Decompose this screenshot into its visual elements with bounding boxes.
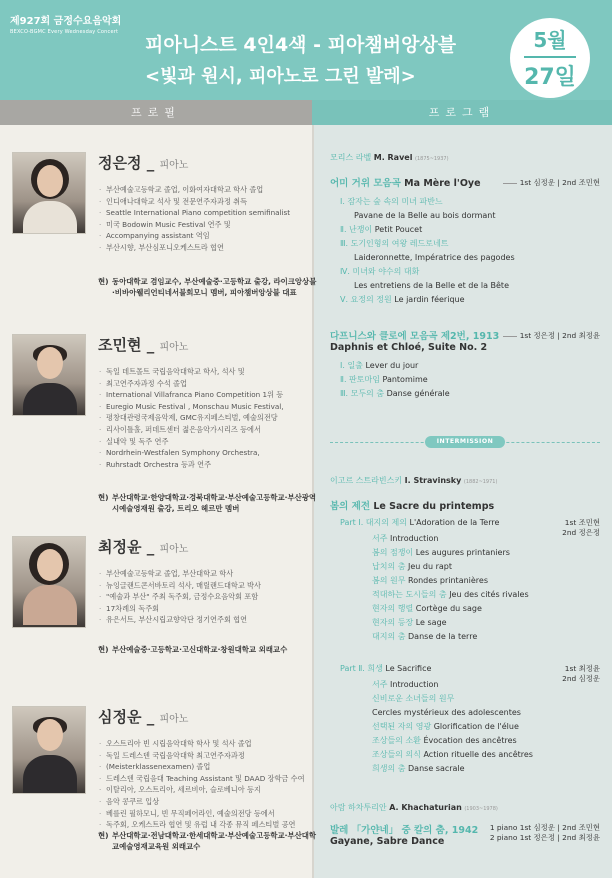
- history-item: · Seattle International Piano competition semifinalist: [98, 207, 313, 219]
- history-item: · 유은서트, 부산시립교향악단 정기연주회 협연: [98, 614, 313, 626]
- movement: Les entretiens de la Belle et de la Bête: [354, 281, 509, 290]
- movement: Ⅳ. 미녀와 야수의 대화: [340, 267, 420, 276]
- composer-name: 이고르 스트라빈스키 I. Stravinsky (1882~1971): [330, 476, 498, 485]
- series-subtitle: BEXCO-BGMC Every Wednesday Concert: [10, 29, 119, 35]
- history-item: · (Meisterklassenexamen) 졸업: [98, 761, 313, 773]
- movement: Ⅴ. 요정의 정원 Le jardin féerique: [340, 295, 465, 304]
- program-khachaturian: [330, 802, 600, 813]
- series-info: [10, 12, 121, 35]
- program-stravinsky: [330, 475, 600, 486]
- performer-photo: [12, 334, 86, 416]
- profile-card: [12, 706, 316, 866]
- performer-photo: [12, 536, 86, 628]
- header-banner: [0, 0, 612, 100]
- performer-history: [98, 184, 313, 254]
- movement: 조상들의 소환 Évocation des ancêtres: [372, 736, 517, 745]
- movement-list: [330, 195, 600, 307]
- composer-name: 아람 하차투리안 A. Khachaturian (1903~1978): [330, 803, 498, 812]
- intermission-label: INTERMISSION: [425, 436, 505, 448]
- profile-card: [12, 536, 308, 676]
- part-performers: 1st 최정윤 2nd 심정운: [562, 664, 600, 683]
- movement: 현자의 등장 Le sage: [372, 618, 447, 627]
- profile-section-bar: 프로필: [0, 100, 312, 125]
- composer-name: 모리스 라벨 M. Ravel (1875~1937): [330, 153, 449, 162]
- movement: 희생의 춤 Danse sacrale: [372, 764, 465, 773]
- history-item: · 독일 드레스덴 국립음악대학 최고연주자과정: [98, 750, 313, 762]
- movement: 서주 Introduction: [372, 534, 439, 543]
- movement-list: [330, 359, 600, 401]
- work-title-en: Daphnis et Chloé, Suite No. 2: [330, 342, 488, 353]
- history-item: · 베를린 필하모니, 빈 무직페어라인, 예술의전당 등에서: [98, 808, 313, 820]
- current-positions: 현) 동아대학교 겸임교수, 부산예술중·고등학교 출강, 라이크앙상블·비바아웰리언티네서블회모니 멤버, 피아챔버앙상블 대표: [98, 277, 317, 297]
- performer-name: 조민현 _ 피아노: [98, 336, 189, 354]
- current-positions: 현) 부산대학교·전남대학교·한세대학교·부산예술고등학교·부산대학교예술영재교육원 외래교수: [98, 831, 316, 851]
- work-rite-of-spring: [330, 498, 600, 512]
- movement: 서주 Introduction: [372, 680, 439, 689]
- profile-card: [12, 334, 316, 534]
- movement: 선택된 자의 영광 Glorification de l'élue: [372, 722, 519, 731]
- movement: Ⅱ. 판토마임 Pantomime: [340, 375, 428, 384]
- current-positions: 현) 부산예술중·고등학교·고신대학교·창원대학교 외래교수: [98, 645, 288, 654]
- history-item: · 오스트리아 빈 시립음악대학 학사 및 석사 졸업: [98, 738, 313, 750]
- performer-photo: [12, 706, 86, 794]
- history-item: · Nordrhein-Westfalen Symphony Orchestra,: [98, 447, 313, 459]
- concert-subtitle: <빛과 원시, 피아노로 그린 발레>: [145, 66, 416, 87]
- history-item: · 부산예술고등학교 졸업, 부산대학교 학사: [98, 568, 313, 580]
- movement: Laideronnette, Impératrice des pagodes: [354, 253, 515, 262]
- performer-history: [98, 738, 313, 831]
- performer-history: [98, 366, 313, 470]
- work-performers: 1st 정은정 | 2nd 최정윤: [503, 330, 600, 341]
- history-item: · 독일 데트몰트 국립음악대학교 학사, 석사 및: [98, 366, 313, 378]
- history-item: · 평창대관령국제음악제, GMC유지페스티벌, 예술의전당: [98, 412, 313, 424]
- part-1: [330, 516, 600, 656]
- program-section-bar: 프로그램: [312, 100, 612, 125]
- history-item: · 인디애나대학교 석사 및 전문연주자과정 취득: [98, 196, 313, 208]
- history-item: · 드레스덴 국립음대 Teaching Assistant 및 DAAD 장학금 수여: [98, 773, 313, 785]
- movement: 봄의 원무 Rondes printanières: [372, 576, 489, 585]
- part-2: [330, 662, 600, 782]
- history-item: · International Villafranca Piano Competition 1위 등: [98, 389, 313, 401]
- history-item: · 실내악 및 독주 연주: [98, 436, 313, 448]
- work-sabre-dance: [330, 822, 600, 862]
- movement: Ⅱ. 난쟁이 Petit Poucet: [340, 225, 423, 234]
- history-item: · 부산시향, 부산심포니오케스트라 협연: [98, 242, 313, 254]
- intermission-divider: [330, 436, 600, 448]
- history-item: · 최고연주자과정 수석 졸업: [98, 378, 313, 390]
- concert-title: 피아니스트 4인4색 - 피아챔버앙상블: [145, 34, 457, 56]
- program-ravel: [330, 152, 600, 163]
- performer-name: 심정운 _ 피아노: [98, 708, 189, 726]
- movement: 신비로운 소녀들의 원무: [372, 694, 455, 703]
- history-item: · 독주회, 오케스트라 협연 및 유럽 내 각종 뮤직 페스티벌 공연: [98, 819, 313, 831]
- history-item: · Accompanying assistant 역임: [98, 230, 313, 242]
- work-mother-goose: [330, 175, 600, 325]
- part-performers: 1st 조민현 2nd 정은정: [562, 518, 600, 537]
- work-title-en: Gayane, Sabre Dance: [330, 836, 445, 847]
- performer-history: [98, 568, 313, 626]
- history-item: · 17차례의 독주회: [98, 603, 313, 615]
- movement-list: [330, 678, 600, 776]
- work-daphnis: [330, 328, 600, 428]
- movement: Ⅰ. 일출 Lever du jour: [340, 361, 419, 370]
- date-month: 5월: [533, 28, 567, 52]
- performer-name: 최정윤 _ 피아노: [98, 538, 189, 556]
- movement-list: [330, 532, 600, 644]
- movement: Ⅰ. 잠자는 숲 속의 미녀 파반느: [340, 197, 443, 206]
- movement: 조상들의 의식 Action rituelle des ancêtres: [372, 750, 533, 759]
- series-title: 제927회 금정수요음악회: [10, 16, 122, 27]
- movement: 봄의 점쟁이 Les augures printaniers: [372, 548, 510, 557]
- part-title: Part Ⅱ. 희생 Le Sacrifice: [340, 664, 432, 673]
- history-item: · 음악 콩쿠르 입상: [98, 796, 313, 808]
- history-item: · 부산예술고등학교 졸업, 이화여자대학교 학사 졸업: [98, 184, 313, 196]
- history-item: · "예술과 부산" 주최 독주회, 금정수요음악회 포함: [98, 591, 313, 603]
- movement: 적대하는 도시들의 춤 Jeu des cités rivales: [372, 590, 529, 599]
- movement: 대지의 춤 Danse de la terre: [372, 632, 478, 641]
- history-item: · 미국 Bodowin Music Festival 연주 및: [98, 219, 313, 231]
- current-positions: 현) 부산대학교·한양대학교·경북대학교·부산예술고등학교·부산광역시예술영재원 출강, 트리오 헤르만 멤버: [98, 493, 316, 513]
- work-title: 발레 「가얀네」 중 칼의 춤, 1942: [330, 825, 479, 836]
- movement: 현자의 행렬 Cortège du sage: [372, 604, 482, 613]
- performer-photo: [12, 152, 86, 234]
- history-item: · 이탈리아, 오스트리아, 세르비아, 슬로베니아 등지: [98, 784, 313, 796]
- movement: Pavane de la Belle au bois dormant: [354, 211, 496, 220]
- work-performers: 1st 심정운 | 2nd 조민현: [503, 177, 600, 188]
- work-performers: 1 piano 1st 심정운 | 2nd 조민현 2 piano 1st 정은정 | 2nd 최정윤: [489, 823, 600, 842]
- movement: 납치의 춤 Jeu du rapt: [372, 562, 453, 571]
- date-badge: [510, 18, 590, 98]
- movement: Ⅲ. 모두의 춤 Danse générale: [340, 389, 450, 398]
- date-divider: [524, 56, 576, 58]
- part-title: Part Ⅰ. 대지의 제의 L'Adoration de la Terre: [340, 518, 500, 527]
- profile-card: [12, 152, 317, 332]
- history-item: · 리사이틀홀, 퍼데트센터 젊은음악가시리즈 등에서: [98, 424, 313, 436]
- history-item: · Ruhrstadt Orchestra 등과 연주: [98, 459, 313, 471]
- performer-name: 정은정 _ 피아노: [98, 154, 189, 172]
- work-title: 봄의 제전 Le Sacre du printemps: [330, 501, 495, 512]
- movement: Cercles mystérieux des adolescentes: [372, 708, 521, 717]
- work-title: 다프니스와 클로에 모음곡 제2번, 1913: [330, 331, 500, 342]
- work-title: 어미 거위 모음곡 Ma Mère l'Oye: [330, 178, 481, 189]
- movement: Ⅲ. 도기인형의 여왕 레드로네트: [340, 239, 449, 248]
- history-item: · Euregio Music Festival , Monschau Music Festival,: [98, 401, 313, 413]
- history-item: · 뉴잉글랜드콘서바토리 석사, 매릴랜드대학교 박사: [98, 580, 313, 592]
- date-day: 27일: [524, 65, 576, 90]
